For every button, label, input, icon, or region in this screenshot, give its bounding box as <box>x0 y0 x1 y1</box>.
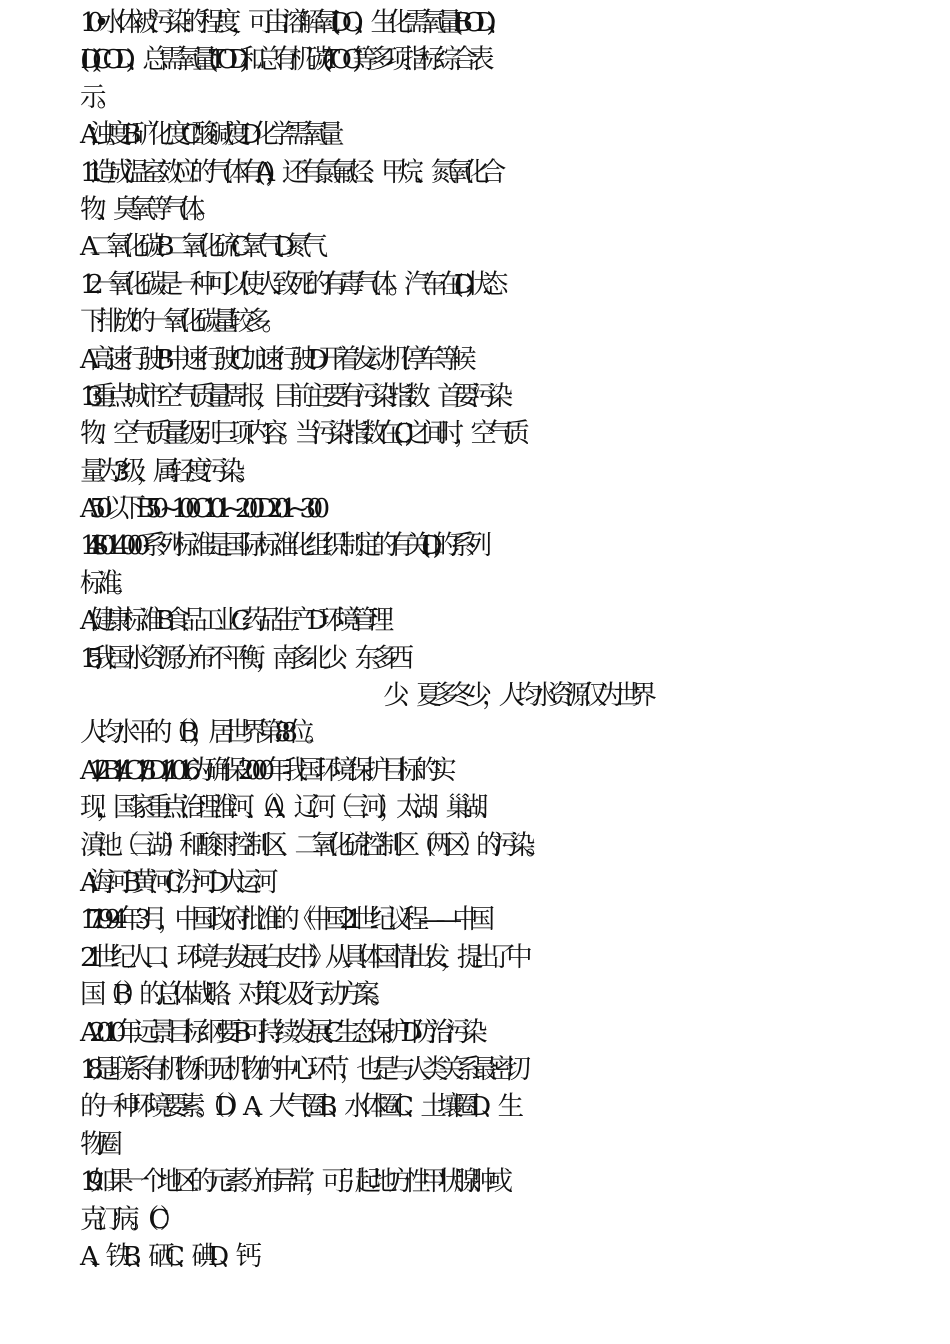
text-line: 14. IS014000系列标准是国际标准化组织制定的有关(D)的系列 <box>80 530 483 562</box>
answer-options: A健康标准B食品工业C药品生产D环境管理 <box>80 605 385 637</box>
text-line: 人均水平的（B），居世界第88位。 <box>80 717 321 749</box>
answer-options: A二氧化碳B二氧化硫C氧气D氮气 <box>80 231 319 263</box>
text-line: 标准。 <box>80 567 130 599</box>
text-line: 示。 <box>80 81 113 113</box>
answer-options: A浊度B矿化度C酸碱度D化学需氧量 <box>80 119 335 151</box>
text-line: 10•水体被污染的程度，可由溶解氧(DO)、生化需氧量(BOD)、 <box>80 7 504 38</box>
text-line: 11. 造成温室效应的气体有(A)，还有氯氟烃、甲烷、氮氧化合 <box>80 156 497 188</box>
answer-options: A、铁B、硒C、碘D、钙 <box>80 1240 253 1272</box>
text-line: 物、臭氧等气体。 <box>80 193 212 225</box>
answer-options: A2010年远景目标纲要B可持续发展C生态保护D防治污染 <box>80 1016 478 1048</box>
text-line: 滇池（三湖）和酸雨控制区、二氧化硫控制区（两区）的污染。 <box>80 829 542 861</box>
text-line: 19. 如果一个地区的元素分布异常，可引起地方性甲状腺肿或 <box>80 1166 504 1198</box>
text-line: 18.是联系有机物和无机物的中心环节，也是与人类关系最密切 <box>80 1053 522 1085</box>
document-body <box>80 4 880 1275</box>
answer-options: A海河B黄河C汾河D大运河 <box>80 866 269 898</box>
answer-options: A50以下B50~100C101~200D201~300 <box>80 493 321 525</box>
text-line: 15. 我国水资源分布不平衡，南多北少、东多西 <box>80 642 405 674</box>
text-line: (D)(COD)、总需氧量(TOD)和总有机碳(TOC)等多项指标综合表 <box>80 44 485 76</box>
text-line: 12. 一氧化碳是一种可以使人致死的有毒气体。汽车在(D)状态 <box>80 268 499 300</box>
text-line: 的一种环境要素。（D）A、大气圈B、水体圈C、土壤圈D、生 <box>80 1091 515 1123</box>
text-line: 克汀病。（C） <box>80 1203 177 1235</box>
text-line: 物、空气质量级别三项内容。当污染指数在(C)之间时，空气质 <box>80 418 520 450</box>
text-line: A1/2B1/4C1/8D1/1016. 为确保2000年我国环境保护目标的实 <box>80 754 447 786</box>
text-line: 21世纪人口、环境与发展白皮书》从具体国情出发，提出了中 <box>80 941 523 973</box>
text-line: 13. 重点城市空气质量周报，目前主要有污染指数、首要污染 <box>80 380 504 412</box>
answer-options: A高速行驶B中速行驶C加速行驶D开着发动机停车等候 <box>80 343 467 375</box>
text-line: 现，国家重点治理淮河、（A）、辽河（三河），太湖、巢湖、 <box>80 792 495 824</box>
text-line: 少、夏多冬少，人均水资源仅为世界 <box>383 680 647 712</box>
text-line: 物圈 <box>80 1128 113 1160</box>
text-line: 下排放的一氧化碳量较多。 <box>80 306 278 338</box>
text-line: 国（B）的总体战略、对策以及行动方案。 <box>80 979 387 1011</box>
text-line: 量为3级，属轻度污染。 <box>80 455 252 487</box>
text-line: 17. 1994年3月，中国政府批准的《中国21世纪议程——中国 <box>80 904 486 936</box>
